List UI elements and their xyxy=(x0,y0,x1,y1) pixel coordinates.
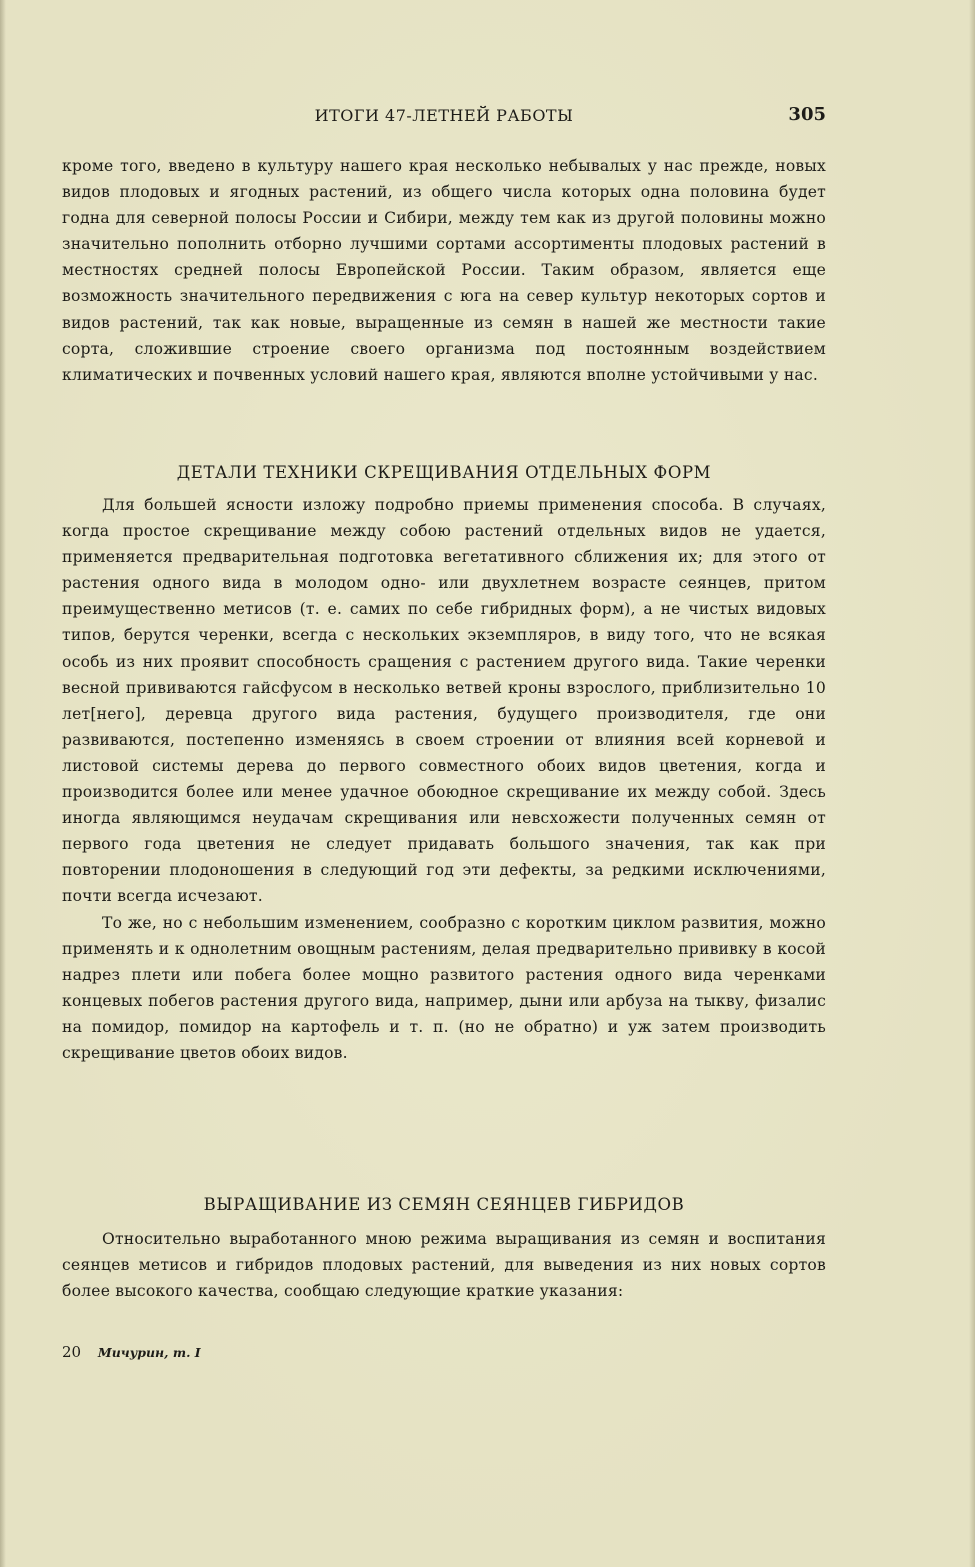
page-edge-shadow-right xyxy=(969,0,975,1567)
paragraph-2: Для большей ясности изложу подробно приемы применения способа. В случаях, когда простое скрещивание между собою растений отдельных видов не удается, применяется предварительная подготовка вегетативного сближения их; для этого от растения одного вида в молодом одно- или двухлетнем возрасте сеянцев, притом преимущественно метисов (т. е. самих по себе гибридных форм), а не чистых видовых типов, берутся черенки, всегда с нескольких экземпляров, в виду того, что не всякая особь из них проявит способность сращения с растением другого вида. Такие черенки весной прививаются гайсфусом в несколько ветвей кроны взрослого, приблизительно 10 лет[него], деревца другого вида растения, будущего производителя, где они развиваются, постепенно изменяясь в своем строении от влияния всей корневой и листовой системы дерева до первого совместного обоих видов цветения, когда и производится более или менее удачное обоюдное скрещивание их между собой. Здесь иногда являющимся неудачам скрещивания или невсхожести полученных семян от первого года цветения не следует придавать большого значения, так как при повторении плодоношения в следующий год эти дефекты, за редкими исключениями, почти всегда исчезают. xyxy=(62,496,826,906)
section-crossing-body xyxy=(62,492,826,1066)
paragraph-3: То же, но с небольшим изменением, сообразно с коротким циклом развития, можно применять и к однолетним овощным растениям, делая предварительно прививку в косой надрез плети или побега более мощно развитого растения одного вида черенками концевых побегов растения другого вида, например, дыни или арбуза на тыкву, физалис на помидор, помидор на картофель и т. п. (но не обратно) и уж затем производить скрещивание цветов обоих видов. xyxy=(62,913,826,1062)
section-heading-crossing-techniques: ДЕТАЛИ ТЕХНИКИ СКРЕЩИВАНИЯ ОТДЕЛЬНЫХ ФОРМ xyxy=(176,463,712,482)
page-edge-shadow-left xyxy=(0,0,6,1567)
section-seedling-body xyxy=(62,1226,826,1304)
printer-signature xyxy=(62,1343,201,1361)
section-heading-seedling-growing: ВЫРАЩИВАНИЕ ИЗ СЕМЯН СЕЯНЦЕВ ГИБРИДОВ xyxy=(203,1195,685,1214)
paragraph-4: Относительно выработанного мною режима выращивания из семян и воспитания сеянцев метисов и гибридов плодовых растений, для выведения из них новых сортов более высокого качества, сообщаю следующие краткие указания: xyxy=(62,1230,826,1301)
paragraph-1: кроме того, введено в культуру нашего края несколько небывалых у нас прежде, новых видов плодовых и ягодных растений, из общего числа которых одна половина будет годна для северной полосы России и Сибири, между тем как из другой половины можно значительно пополнить отборно лучшими сортами ассортименты плодовых растений в местностях средней полосы Европейской России. Таким образом, является еще возможность значительного передвижения с юга на север культур некоторых сортов и видов растений, так как новые, выращенные из семян в нашей же местности такие сорта, сложившие строение своего организма под постоянным воздействием климатических и почвенных условий нашего края, являются вполне устойчивыми у нас. xyxy=(62,157,826,384)
running-head xyxy=(62,104,826,128)
running-title: ИТОГИ 47-ЛЕТНЕЙ РАБОТЫ xyxy=(314,106,574,125)
signature-title: Мичурин, т. I xyxy=(97,1345,201,1360)
paragraph-continuation xyxy=(62,153,826,388)
page-number: 305 xyxy=(788,104,826,125)
signature-number: 20 xyxy=(62,1343,82,1361)
